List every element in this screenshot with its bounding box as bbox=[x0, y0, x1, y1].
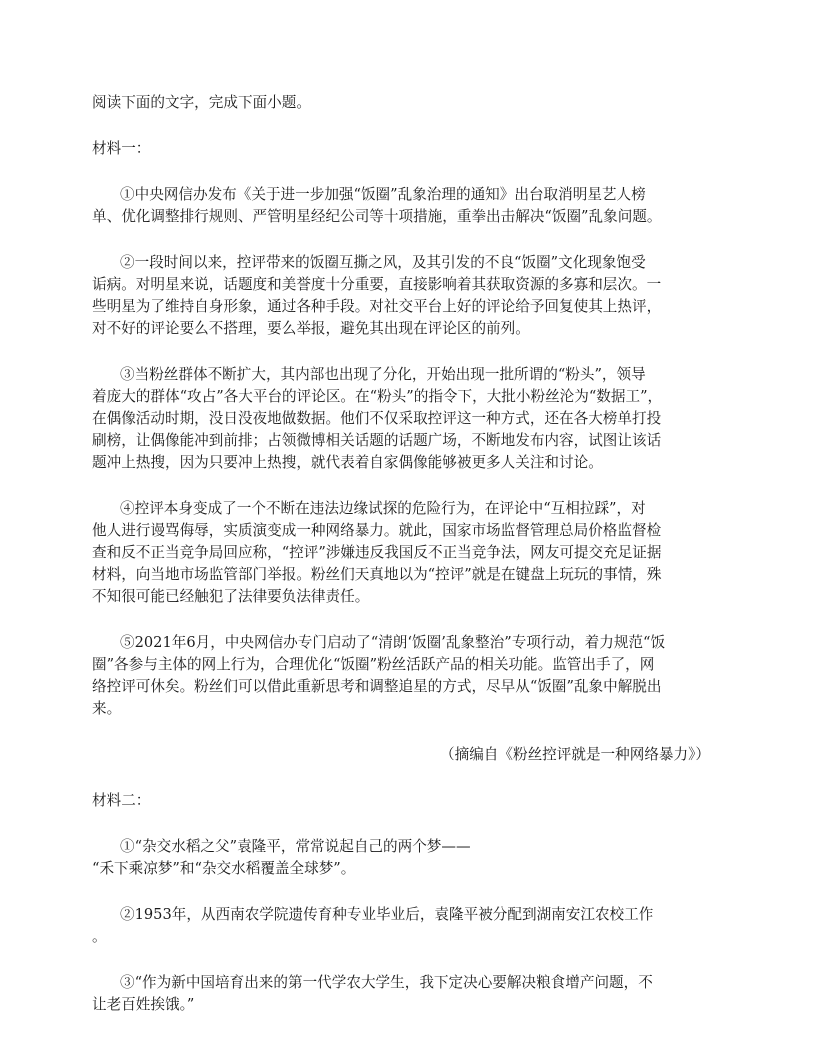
text-line: 圈”各参与主体的网上行为，合理优化“饭圈”粉丝活跃产品的相关功能。监管出手了，网 bbox=[92, 656, 655, 673]
text-line: ②一段时间以来，控评带来的饭圈互撕之风，及其引发的不良“饭圈”文化现象饱受 bbox=[120, 254, 646, 271]
text-line: ⑤2021年6月，中央网信办专门启动了“清朗‘饭圈’乱象整治”专项行动，着力规范“饭 bbox=[120, 634, 666, 651]
text-line: ④控评本身变成了一个不断在违法边缘试探的危险行为，在评论中“互相拉踩”，对 bbox=[120, 500, 646, 517]
text-line: ①中央网信办发布《关于进一步加强“饭圈”乱象治理的通知》出台取消明星艺人榜 bbox=[120, 186, 646, 203]
text-line: 查和反不正当竞争局回应称，“控评”涉嫌违反我国反不正当竞争法，网友可提交充足证据 bbox=[92, 544, 662, 561]
paragraph bbox=[92, 252, 724, 340]
material-one-body bbox=[92, 184, 724, 744]
paragraph bbox=[92, 498, 724, 608]
material-two-heading: 材料二： bbox=[92, 792, 151, 809]
text-line: 诟病。对明星来说，话题度和美誉度十分重要，直接影响着其获取资源的多寡和层次。一 bbox=[92, 276, 662, 293]
paragraph bbox=[92, 364, 724, 474]
paragraph bbox=[92, 972, 724, 1016]
paragraph bbox=[92, 836, 724, 880]
text-line: 着庞大的群体“攻占”各大平台的评论区。在“粉头”的指令下，大批小粉丝沦为“数据工”， bbox=[92, 388, 663, 405]
document-page bbox=[92, 92, 724, 1040]
material-one-heading: 材料一： bbox=[92, 140, 151, 157]
text-line: 他人进行谩骂侮辱，实质演变成一种网络暴力。就此，国家市场监督管理总局价格监督检 bbox=[92, 522, 662, 539]
text-line: 刷榜，让偶像能冲到前排；占领微博相关话题的话题广场，不断地发布内容，试图让该话 bbox=[92, 432, 662, 449]
text-line: 些明星为了维持自身形象，通过各种手段。对社交平台上好的评论给予回复使其上热评， bbox=[92, 298, 662, 315]
text-line: 对不好的评论要么不搭理，要么举报，避免其出现在评论区的前列。 bbox=[92, 320, 530, 337]
text-line: 材料，向当地市场监管部门举报。粉丝们天真地以为“控评”就是在键盘上玩玩的事情，殊 bbox=[92, 566, 662, 583]
paragraph bbox=[92, 184, 724, 228]
text-line: 题冲上热搜，因为只要冲上热搜，就代表着自家偶像能够被更多人关注和讨论。 bbox=[92, 454, 603, 471]
text-line: ②1953年，从西南农学院遗传育种专业毕业后，袁隆平被分配到湖南安江农校工作 bbox=[120, 906, 654, 923]
paragraph bbox=[92, 904, 724, 948]
text-line: ③当粉丝群体不断扩大，其内部也出现了分化，开始出现一批所谓的“粉头”，领导 bbox=[120, 366, 646, 383]
text-line: 络控评可休矣。粉丝们可以借此重新思考和调整追星的方式，尽早从“饭圈”乱象中解脱出 bbox=[92, 678, 662, 695]
material-two-body bbox=[92, 836, 724, 1040]
text-line: ①“杂交水稻之父”袁隆平，常常说起自己的两个梦—— bbox=[120, 838, 471, 855]
text-line: 单、优化调整排行规则、严管明星经纪公司等十项措施，重拳出击解决“饭圈”乱象问题。 bbox=[92, 208, 662, 225]
paragraph bbox=[92, 632, 724, 720]
text-line: 。 bbox=[92, 928, 107, 945]
text-line: “禾下乘凉梦”和“杂交水稻覆盖全球梦”。 bbox=[92, 860, 356, 877]
material-one-source: （摘编自《粉丝控评就是一种网络暴力》） bbox=[440, 746, 710, 763]
text-line: 让老百姓挨饿。” bbox=[92, 996, 195, 1013]
text-line: ③“作为新中国培育出来的第一代学农大学生，我下定决心要解决粮食增产问题，不 bbox=[120, 974, 653, 991]
text-line: 在偶像活动时期，没日没夜地做数据。他们不仅采取控评这一种方式，还在各大榜单打投 bbox=[92, 410, 662, 427]
instruction: 阅读下面的文字，完成下面小题。 bbox=[92, 94, 311, 111]
text-line: 不知很可能已经触犯了法律要负法律责任。 bbox=[92, 588, 370, 605]
text-line: 来。 bbox=[92, 700, 122, 717]
